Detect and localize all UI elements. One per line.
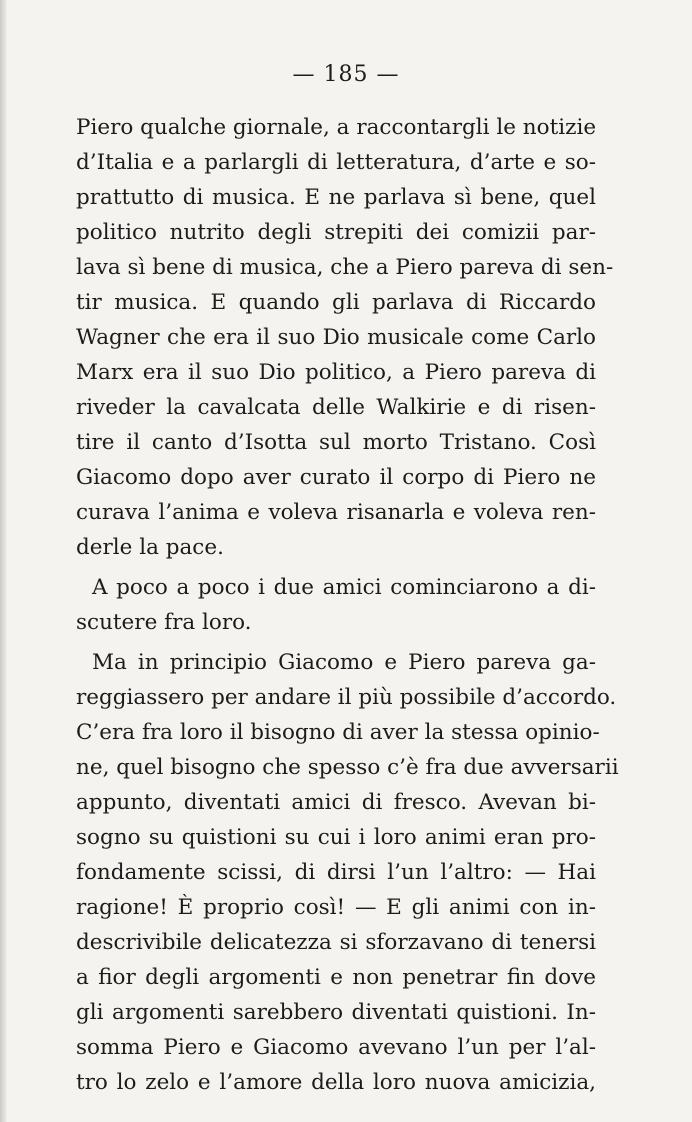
text-line: somma Piero e Giacomo avevano l’un per l’al- xyxy=(76,1035,596,1060)
text-line: descrivibile delicatezza si sforzavano di tenersi xyxy=(76,930,596,955)
text-line: reggiassero per andare il più possibile d’accordo. xyxy=(76,685,617,710)
text-line: curava l’anima e voleva risanarla e voleva ren- xyxy=(76,500,596,525)
paragraph-3 xyxy=(76,645,619,1100)
text-line: gli argomenti sarebbero diventati quistioni. In- xyxy=(76,1000,596,1025)
text-line: scutere fra loro. xyxy=(76,610,252,635)
text-line: Ma in principio Giacomo e Piero pareva ga- xyxy=(92,650,596,675)
text-line: politico nutrito degli strepiti dei comizii par- xyxy=(76,220,596,245)
text-line: Giacomo dopo aver curato il corpo di Piero ne xyxy=(76,465,596,490)
text-line: prattutto di musica. E ne parlava sì bene, quel xyxy=(76,185,596,210)
paragraph-1 xyxy=(76,110,614,565)
text-line: A poco a poco i due amici cominciarono a di- xyxy=(92,575,596,600)
text-line: ragione! È proprio così! — E gli animi con in- xyxy=(76,895,596,920)
page-number: — 185 — xyxy=(292,62,400,87)
text-line: a fior degli argomenti e non penetrar fin dove xyxy=(76,965,596,990)
text-line: tire il canto d’Isotta sul morto Tristano. Così xyxy=(76,430,596,455)
text-line: d’Italia e a parlargli di letteratura, d’arte e so- xyxy=(76,150,596,175)
text-line: Wagner che era il suo Dio musicale come Carlo xyxy=(76,325,596,350)
text-line: sogno su quistioni su cui i loro animi eran pro- xyxy=(76,825,596,850)
text-line: tro lo zelo e l’amore della loro nuova amicizia, xyxy=(76,1070,596,1095)
text-line: fondamente scissi, di dirsi l’un l’altro: — Hai xyxy=(76,860,596,885)
text-line: lava sì bene di musica, che a Piero pareva di sen- xyxy=(76,255,614,280)
text-line: riveder la cavalcata delle Walkirie e di risen- xyxy=(76,395,596,420)
page-edge xyxy=(0,0,7,1122)
text-line: ne, quel bisogno che spesso c’è fra due avversarii xyxy=(76,755,619,780)
text-line: derle la pace. xyxy=(76,535,224,560)
paragraph-2 xyxy=(76,570,596,640)
body-text xyxy=(76,110,619,1100)
text-line: Piero qualche giornale, a raccontargli le notizie xyxy=(76,115,597,140)
text-line: C’era fra loro il bisogno di aver la stessa opinio- xyxy=(76,720,600,745)
text-line: tir musica. E quando gli parlava di Riccardo xyxy=(76,290,596,315)
text-line: appunto, diventati amici di fresco. Avevan bi- xyxy=(76,790,596,815)
text-line: Marx era il suo Dio politico, a Piero pareva di xyxy=(76,360,596,385)
